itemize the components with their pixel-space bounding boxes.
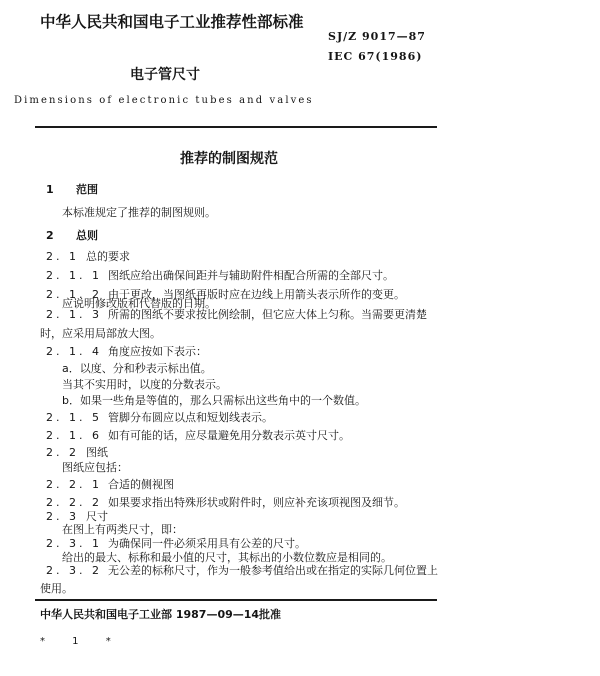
clause-2-1-4-a: a．以度、分和秒表示标出值。 [62, 362, 212, 375]
page-number: * 1 * [40, 636, 123, 647]
clause-2-3-text: 在图上有两类尺寸，即： [62, 523, 183, 536]
clause-2-2-1: 2. 2. 1 合适的侧视图 [46, 478, 174, 491]
approval-line: 中华人民共和国电子工业部 1987—09—14批准 [40, 608, 282, 621]
clause-2-1-2-cont: 应说明修改版和代替版的日期。 [62, 297, 216, 310]
clause-2-1-2: 2. 1. 2 由于更改，当图纸再版时应在边线上用箭头表示所作的变更。 [46, 288, 405, 301]
clause-1-text: 本标准规定了推荐的制图规则。 [62, 206, 216, 219]
section-title: 推荐的制图规范 [180, 151, 278, 167]
standard-code: SJ/Z 9017—87 [328, 30, 426, 43]
clause-2-1-3: 2. 1. 3 所需的图纸不要求按比例绘制，但它应大体上匀称。当需要更清楚时，应采用局部放大图。 [40, 308, 427, 340]
clause-2-2-2: 2. 2. 2 如果要求指出特殊形状或附件时，则应补充该项视图及细节。 [46, 496, 405, 509]
footer-rule [35, 599, 437, 601]
clause-2-1-4: 2. 1. 4 角度应按如下表示： [46, 345, 207, 358]
clause-2-3-1: 2. 3. 1 为确保同一件必须采用具有公差的尺寸。 [46, 537, 306, 550]
header-rule [35, 126, 437, 128]
clause-2-2: 2. 2 图纸 [46, 446, 108, 459]
clause-2-1-4-a-cont: 当其不实用时，以度的分数表示。 [62, 378, 227, 391]
document-title-en: Dimensions of electronic tubes and valves [14, 95, 314, 106]
clause-2-1: 2. 1 总的要求 [46, 250, 130, 263]
clause-2-2-text: 图纸应包括： [62, 461, 128, 474]
document-title-cn: 电子管尺寸 [130, 67, 200, 83]
clause-2: 2 总则 [46, 229, 98, 242]
clause-2-1-6: 2. 1. 6 如有可能的话，应尽量避免用分数表示英寸尺寸。 [46, 429, 350, 442]
issuing-authority: 中华人民共和国电子工业推荐性部标准 [40, 13, 304, 31]
clause-2-1-5: 2. 1. 5 管脚分布圆应以点和短划线表示。 [46, 411, 273, 424]
clause-2-1-1: 2. 1. 1 图纸应给出确保间距并与辅助附件相配合所需的全部尺寸。 [46, 269, 394, 282]
clause-2-3: 2. 3 尺寸 [46, 510, 108, 523]
clause-2-3-2: 2. 3. 2 无公差的标称尺寸，作为一般参考值给出或在指定的实际几何位置上使用。 [40, 564, 438, 595]
iec-reference: IEC 67(1986) [328, 50, 423, 63]
clause-2-1-4-b: b．如果一些角是等值的，那么只需标出这些角中的一个数值。 [62, 394, 366, 407]
clause-2-3-1-cont: 给出的最大、标称和最小值的尺寸，其标出的小数位数应是相同的。 [62, 551, 392, 564]
clause-1: 1 范围 [46, 183, 98, 196]
